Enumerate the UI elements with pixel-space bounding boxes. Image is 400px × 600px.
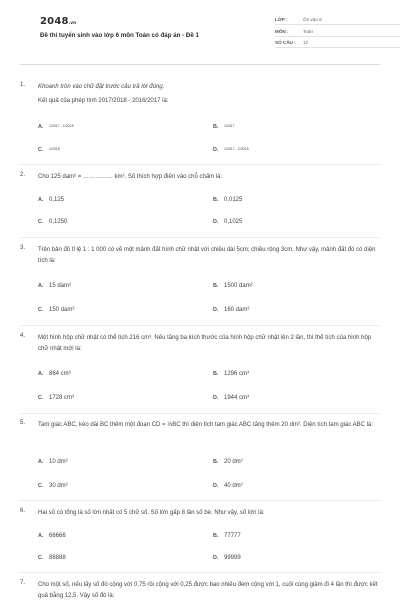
option-text: 160 dam² (224, 307, 250, 313)
option-3a[interactable] (38, 283, 71, 289)
question-number: 4. (20, 333, 26, 339)
option-letter: C. (38, 395, 44, 401)
option-letter: D. (213, 219, 219, 225)
question-3 (20, 245, 380, 267)
meta-row-class (275, 15, 400, 25)
option-text: 10 dm² (49, 459, 68, 465)
question-instruction: Khoanh tròn vào chữ đặt trước câu trả lời đúng. (38, 84, 165, 90)
option-3c[interactable] (38, 307, 74, 313)
option-6c[interactable] (38, 555, 66, 561)
option-4b[interactable] (213, 371, 249, 377)
question-4 (20, 333, 380, 355)
question-text: Cho 125 dam² = …………… km². Số thích hợp điền vào chỗ chấm là: (38, 174, 223, 180)
question-text: Hai số có tổng là số lớn nhất có 5 chữ số. Số lớn gấp 8 lần số bé. Như vậy, số lớn là: (38, 510, 265, 516)
option-text: 88888 (49, 555, 66, 561)
header (20, 0, 380, 58)
option-6d[interactable] (213, 555, 241, 561)
option-5b[interactable] (213, 459, 243, 465)
option-3b[interactable] (213, 283, 253, 289)
question-number: 5. (20, 420, 26, 426)
option-text: 15 dam² (49, 283, 72, 289)
option-1c[interactable] (38, 147, 60, 153)
option-1d[interactable] (213, 147, 249, 153)
question-1 (20, 82, 380, 107)
option-letter: A. (38, 371, 44, 377)
option-text: 30 dm² (49, 483, 68, 489)
option-2b[interactable] (213, 197, 242, 203)
question-number: 1. (20, 82, 26, 88)
question-2 (20, 172, 380, 183)
option-4c[interactable] (38, 395, 74, 401)
option-2a[interactable] (38, 197, 64, 203)
question-separator (20, 572, 380, 573)
question-7 (20, 580, 380, 600)
site-logo[interactable] (40, 16, 76, 27)
option-letter: B. (213, 197, 219, 203)
option-letter: C. (38, 555, 44, 561)
question-number: 2. (20, 172, 26, 178)
option-letter: B. (213, 459, 219, 465)
option-text: 1296 cm³ (224, 371, 250, 377)
option-text: 1/2018 (49, 147, 60, 151)
option-letter: A. (38, 459, 44, 465)
option-text: 1500 dam² (224, 283, 253, 289)
option-text: 864 cm³ (49, 371, 71, 377)
option-letter: B. (213, 371, 219, 377)
question-6 (20, 508, 380, 519)
option-letter: B. (213, 124, 219, 130)
question-separator (20, 325, 380, 326)
option-text: 0,0125 (224, 197, 243, 203)
option-1b[interactable] (213, 124, 235, 130)
option-text: 99999 (224, 555, 241, 561)
meta-value: 12 (303, 40, 309, 45)
option-letter: B. (213, 533, 219, 539)
option-4d[interactable] (213, 395, 249, 401)
option-text: 1/2017 - 1/2018 (49, 124, 74, 128)
option-letter: C. (38, 147, 44, 153)
question-text: Tam giác ABC, kéo dài BC thêm một đoạn CD = ⅓BC thì diện tích tam giác ABC tăng thêm 20 dm². Diện tích tam giác ABC là: (38, 422, 373, 428)
meta-row-subject (275, 27, 400, 37)
option-letter: B. (213, 283, 219, 289)
question-text: Một hình hộp chữ nhật có thể tích 216 cm³. Nếu tăng ba kích thước của hình hộp chữ nhật lên 2 lần, thì thể tích của hình hộp chữ nhật mới là: (38, 335, 372, 352)
option-3d[interactable] (213, 307, 249, 313)
question-text: Kết quả của phép tính 2017/2018 - 2016/2017 là: (38, 98, 169, 104)
question-text: Trên bản đồ tỉ lệ 1 : 1 000 có vẽ một mảnh đất hình chữ nhật với chiều dài 5cm; chiều rộng 3cm. Như vậy, mảnh đất đó có diện tích là: (38, 247, 376, 264)
option-1a[interactable] (38, 124, 74, 130)
option-5a[interactable] (38, 459, 68, 465)
question-separator (20, 237, 380, 238)
option-text: 66666 (49, 533, 66, 539)
option-4a[interactable] (38, 371, 71, 377)
logo-main: 2048 (40, 16, 69, 27)
question-separator (20, 413, 380, 414)
meta-key: MÔN : (275, 28, 289, 34)
option-text: 77777 (224, 533, 241, 539)
header-divider (20, 64, 380, 65)
question-number: 6. (20, 508, 26, 514)
option-letter: D. (213, 555, 219, 561)
option-6b[interactable] (213, 533, 241, 539)
option-letter: D. (213, 307, 219, 313)
option-letter: C. (38, 307, 44, 313)
option-5c[interactable] (38, 483, 68, 489)
question-separator (20, 164, 380, 165)
option-text: 1/2017 (224, 124, 235, 128)
option-letter: D. (213, 147, 219, 153)
option-letter: A. (38, 197, 44, 203)
option-letter: C. (38, 219, 44, 225)
option-text: 1944 cm³ (224, 395, 250, 401)
meta-key: SỐ CÂU : (275, 40, 296, 45)
question-separator (20, 500, 380, 501)
option-letter: D. (213, 483, 219, 489)
exam-meta (275, 15, 400, 50)
page-title: Đề thi tuyển sinh vào lớp 6 môn Toán có đáp án - Đề 1 (40, 32, 199, 39)
option-text: 0,1025 (224, 219, 243, 225)
option-2d[interactable] (213, 219, 242, 225)
meta-key: LỚP : (275, 17, 288, 22)
option-6a[interactable] (38, 533, 66, 539)
option-text: 40 dm² (224, 483, 243, 489)
option-text: 20 dm² (224, 459, 243, 465)
option-letter: A. (38, 533, 44, 539)
question-5 (20, 420, 380, 431)
option-letter: C. (38, 483, 44, 489)
option-letter: A. (38, 124, 44, 130)
option-text: 1/2017 - 2/2018 (224, 147, 249, 151)
option-5d[interactable] (213, 483, 243, 489)
option-text: 150 dam² (49, 307, 75, 313)
meta-value: Toán (303, 28, 313, 34)
meta-row-count (275, 38, 400, 48)
option-text: 0,125 (49, 197, 65, 203)
meta-value: Ôn vào 6 (303, 17, 322, 22)
question-number: 7. (20, 580, 26, 586)
option-text: 1728 cm³ (49, 395, 75, 401)
option-2c[interactable] (38, 219, 67, 225)
question-number: 3. (20, 245, 26, 251)
option-letter: A. (38, 283, 44, 289)
logo-suffix: .vn (68, 20, 77, 25)
option-text: 0,1250 (49, 219, 68, 225)
option-letter: D. (213, 395, 219, 401)
question-text: Cho một số, nếu lấy số đó cộng với 0,75 rồi cộng với 0,25 được bao nhiêu đem cộng với 1, cuối cùng giảm đi 4 lần thì được kết quả bằng 12,5. Vậy số đó là: (38, 582, 378, 599)
